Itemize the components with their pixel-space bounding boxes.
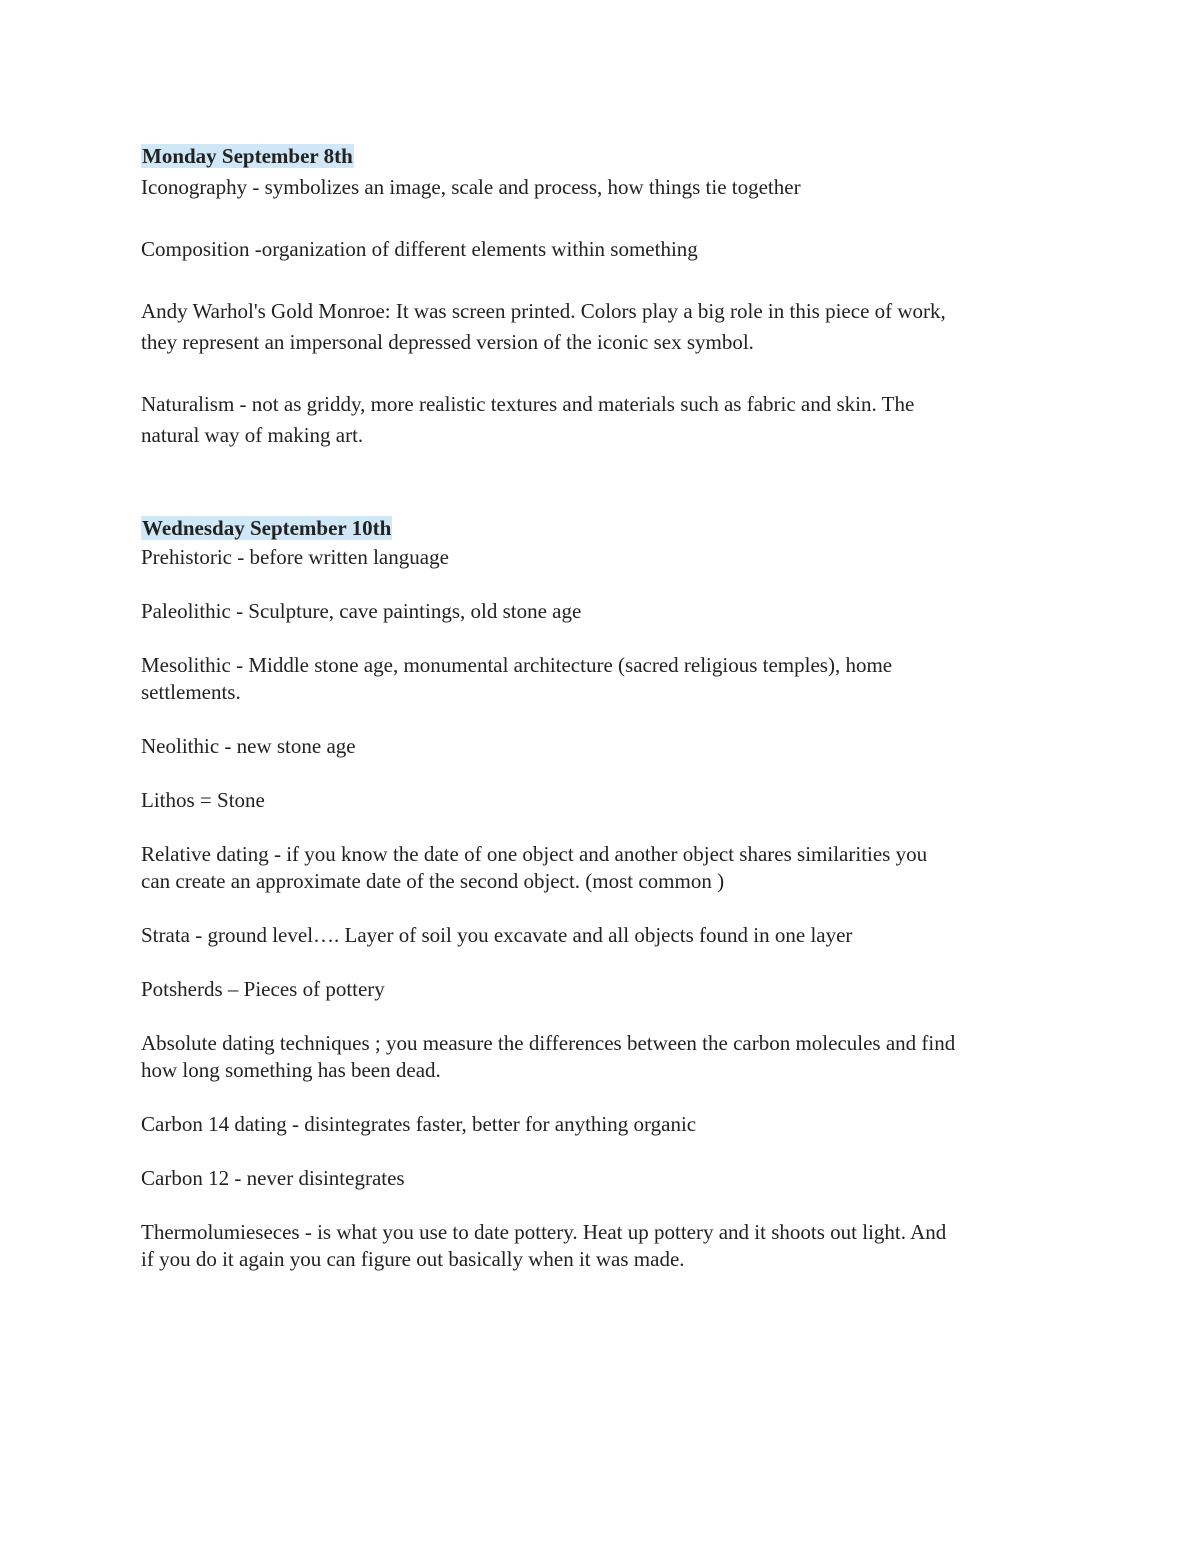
paragraph — [141, 544, 1061, 571]
section-heading: Wednesday September 10th — [142, 516, 392, 540]
paragraph — [141, 787, 1061, 814]
text-line: Andy Warhol's Gold Monroe: It was screen printed. Colors play a big role in this piece of work, — [141, 299, 946, 323]
text-line: Mesolithic - Middle stone age, monumental architecture (sacred religious temples), home — [141, 653, 893, 677]
text-line: can create an approximate date of the second object. (most common ) — [141, 869, 725, 893]
text-line: Thermolumieseces - is what you use to date pottery. Heat up pottery and it shoots out light. And — [141, 1220, 947, 1244]
text-line: Lithos = Stone — [141, 788, 265, 812]
text-line: natural way of making art. — [141, 423, 364, 447]
text-line: if you do it again you can figure out basically when it was made. — [141, 1247, 685, 1271]
text-line: they represent an impersonal depressed version of the iconic sex symbol. — [141, 330, 754, 354]
paragraph — [141, 922, 1061, 949]
text-line: Prehistoric - before written language — [141, 545, 449, 569]
text-line: Iconography - symbolizes an image, scale and process, how things tie together — [141, 175, 801, 199]
section-heading: Monday September 8th — [142, 144, 353, 168]
paragraph — [141, 1111, 1061, 1138]
text-line: how long something has been dead. — [141, 1058, 441, 1082]
text-line: Carbon 14 dating - disintegrates faster, better for anything organic — [141, 1112, 697, 1136]
text-line: Relative dating - if you know the date of one object and another object shares similarities you — [141, 842, 928, 866]
paragraph — [141, 389, 1061, 451]
paragraph — [141, 652, 1061, 706]
section-wednesday — [141, 513, 1061, 1273]
text-line: Strata - ground level…. Layer of soil you excavate and all objects found in one layer — [141, 923, 853, 947]
text-line: Potsherds – Pieces of pottery — [141, 977, 385, 1001]
section-monday — [141, 141, 1061, 451]
text-line: Carbon 12 - never disintegrates — [141, 1166, 405, 1190]
paragraph — [141, 733, 1061, 760]
text-line: Absolute dating techniques ; you measure the differences between the carbon molecules and find — [141, 1031, 956, 1055]
paragraph — [141, 1165, 1061, 1192]
paragraph — [141, 1030, 1061, 1084]
document-page — [141, 141, 1061, 1300]
paragraph — [141, 841, 1061, 895]
paragraph — [141, 296, 1061, 358]
paragraph — [141, 234, 1061, 265]
text-line: Paleolithic - Sculpture, cave paintings, old stone age — [141, 599, 582, 623]
paragraph — [141, 1219, 1061, 1273]
paragraph — [141, 598, 1061, 625]
text-line: Naturalism - not as griddy, more realistic textures and materials such as fabric and skin. The — [141, 392, 915, 416]
text-line: Composition -organization of different elements within something — [141, 237, 698, 261]
paragraph — [141, 172, 1061, 203]
text-line: Neolithic - new stone age — [141, 734, 356, 758]
paragraph — [141, 976, 1061, 1003]
text-line: settlements. — [141, 680, 241, 704]
